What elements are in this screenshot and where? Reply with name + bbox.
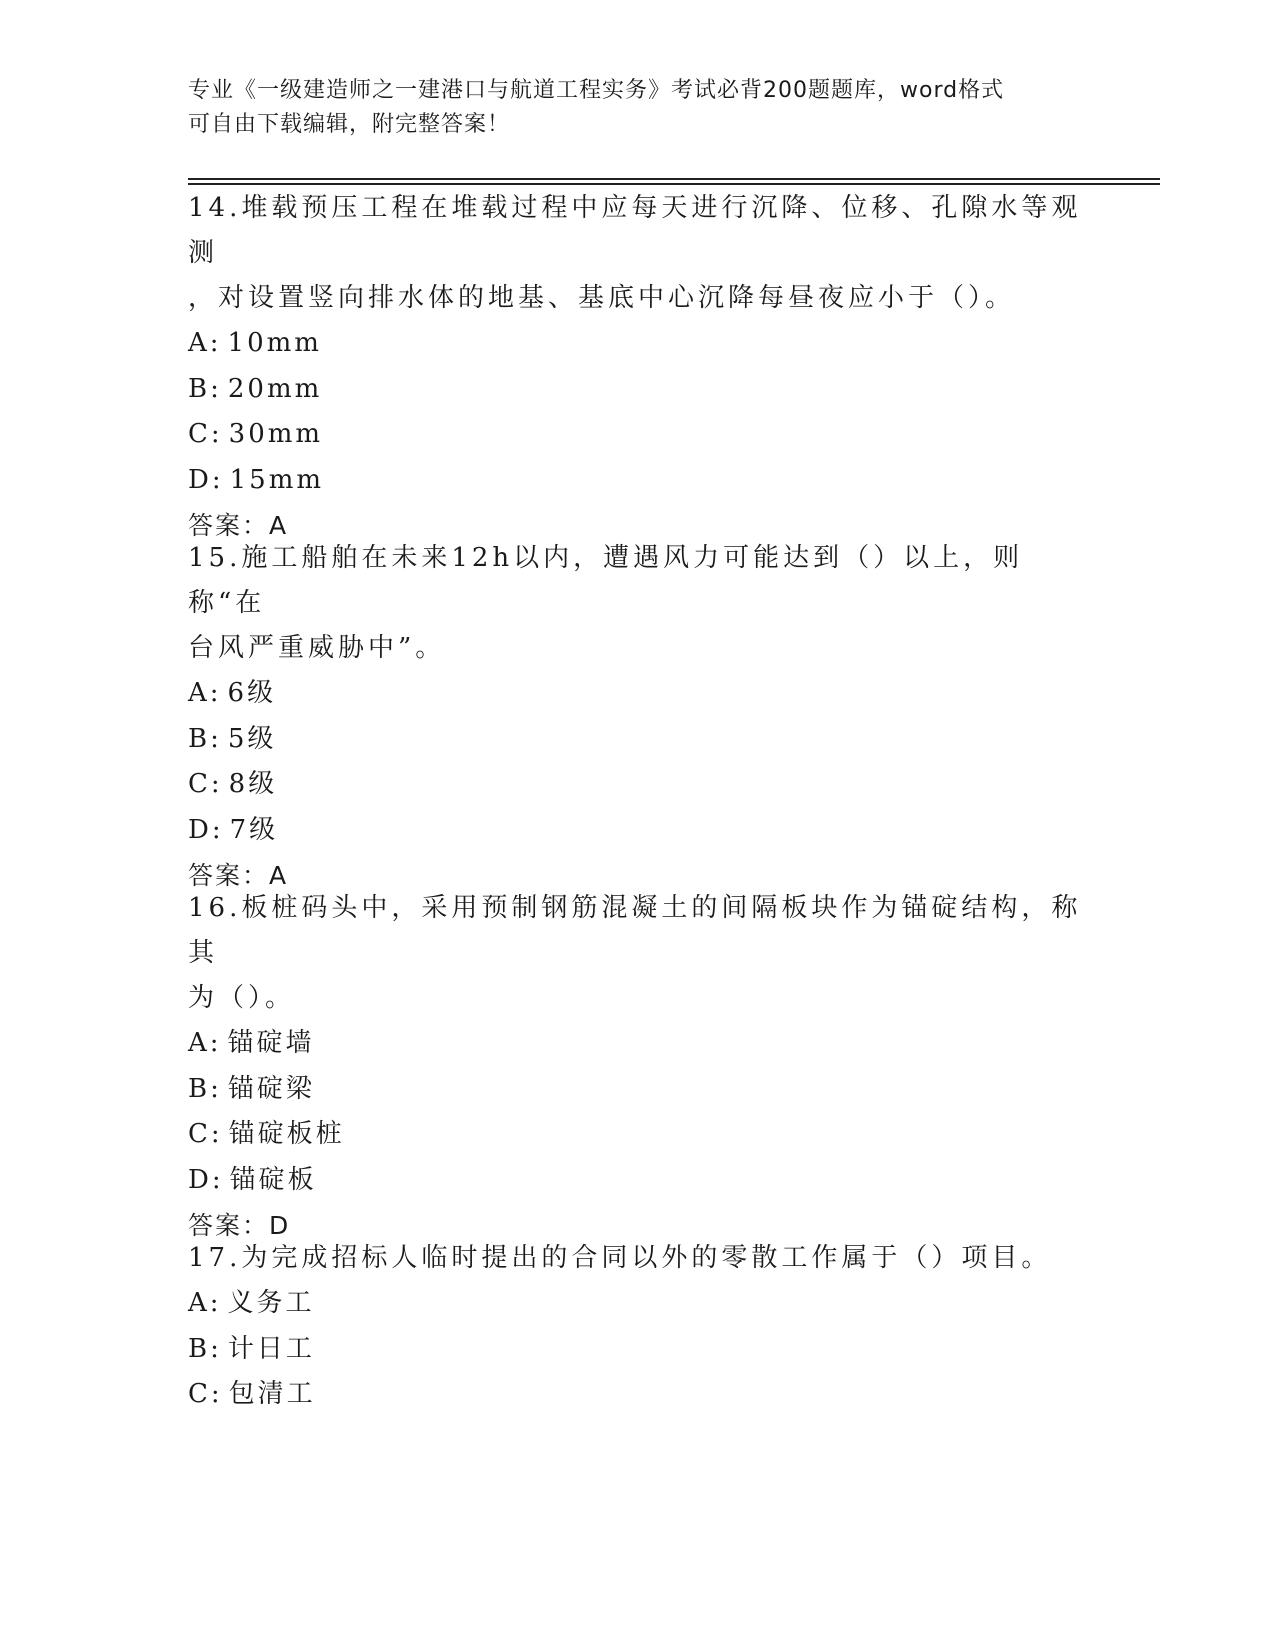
document-header (188, 74, 1088, 142)
option-text: 计日工 (227, 1333, 315, 1364)
question-stem-line: 为（）。 (188, 983, 296, 1013)
question-stem-line: 14.堆载预压工程在堆载过程中应每天进行沉降、位移、孔隙水等观测 (188, 193, 1082, 268)
option-separator: : (211, 1164, 224, 1195)
option-letter: D (188, 464, 212, 495)
header-line-1: 专业《一级建造师之一建港口与航道工程实务》考试必背200题题库，word格式 (188, 78, 1005, 103)
question-stem-line: 16.板桩码头中，采用预制钢筋混凝土的间隔板块作为锚碇结构，称其 (188, 893, 1082, 968)
option-d (188, 808, 1088, 854)
answer-line: 答案：A (188, 511, 289, 540)
option-separator: : (211, 464, 224, 495)
question-15 (188, 536, 1088, 898)
option-d (188, 1158, 1088, 1204)
option-text: 锚碇板 (229, 1164, 317, 1195)
option-a (188, 321, 1088, 367)
option-text: 15mm (229, 464, 325, 495)
header-line-2: 可自由下载编辑，附完整答案！ (188, 112, 511, 137)
option-letter: B (188, 1073, 211, 1104)
answer-line: 答案：A (188, 861, 289, 890)
header-divider-bottom (188, 183, 1160, 185)
option-letter: B (188, 1333, 211, 1364)
option-letter: B (188, 723, 211, 754)
option-text: 6级 (227, 678, 277, 708)
option-c (188, 1112, 1088, 1158)
option-text: 8级 (228, 769, 278, 799)
option-a (188, 671, 1088, 717)
option-separator: : (210, 1119, 223, 1149)
option-letter: C (188, 419, 211, 449)
option-separator: : (210, 723, 222, 754)
option-separator: : (209, 1028, 222, 1058)
option-letter: A (188, 1288, 210, 1318)
option-text: 包清工 (228, 1379, 316, 1409)
question-stem-line: ，对设置竖向排水体的地基、基底中心沉降每昼夜应小于（）。 (188, 283, 1016, 313)
option-text: 义务工 (227, 1288, 315, 1318)
question-17 (188, 1236, 1088, 1418)
question-stem-line: 17.为完成招标人临时提出的合同以外的零散工作属于（）项目。 (188, 1243, 1052, 1273)
option-text: 30mm (228, 419, 324, 449)
option-letter: A (188, 328, 210, 358)
option-d (188, 458, 1088, 504)
option-separator: : (209, 1288, 222, 1318)
option-separator: : (209, 328, 222, 358)
option-letter: D (188, 814, 212, 845)
option-letter: C (188, 1119, 211, 1149)
option-letter: D (188, 1164, 212, 1195)
question-14 (188, 186, 1088, 548)
option-separator: : (210, 1333, 222, 1364)
option-b (188, 717, 1088, 763)
option-separator: : (210, 769, 223, 799)
option-separator: : (211, 814, 224, 845)
option-separator: : (209, 678, 222, 708)
option-b (188, 1067, 1088, 1113)
option-text: 20mm (227, 373, 323, 404)
option-a (188, 1281, 1088, 1327)
option-text: 锚碇墙 (227, 1028, 315, 1058)
option-separator: : (210, 419, 223, 449)
option-text: 锚碇板桩 (228, 1119, 345, 1149)
option-c (188, 412, 1088, 458)
option-b (188, 367, 1088, 413)
question-stem-line: 台风严重威胁中”。 (188, 633, 446, 663)
option-c (188, 762, 1088, 808)
option-letter: A (188, 1028, 210, 1058)
option-a (188, 1021, 1088, 1067)
option-text: 10mm (227, 328, 322, 358)
option-separator: : (210, 1379, 223, 1409)
question-16 (188, 886, 1088, 1248)
option-letter: B (188, 373, 211, 404)
option-text: 锚碇梁 (227, 1073, 315, 1104)
answer-line: 答案：D (188, 1211, 291, 1240)
option-text: 7级 (229, 814, 279, 845)
option-b (188, 1327, 1088, 1373)
option-separator: : (210, 373, 222, 404)
header-divider-top (188, 178, 1160, 180)
option-separator: : (210, 1073, 222, 1104)
option-letter: A (188, 678, 210, 708)
option-c (188, 1372, 1088, 1418)
option-letter: C (188, 1379, 211, 1409)
option-letter: C (188, 769, 211, 799)
option-text: 5级 (227, 723, 277, 754)
question-stem-line: 15.施工船舶在未来12h以内，遭遇风力可能达到（）以上，则称“在 (188, 543, 1024, 618)
